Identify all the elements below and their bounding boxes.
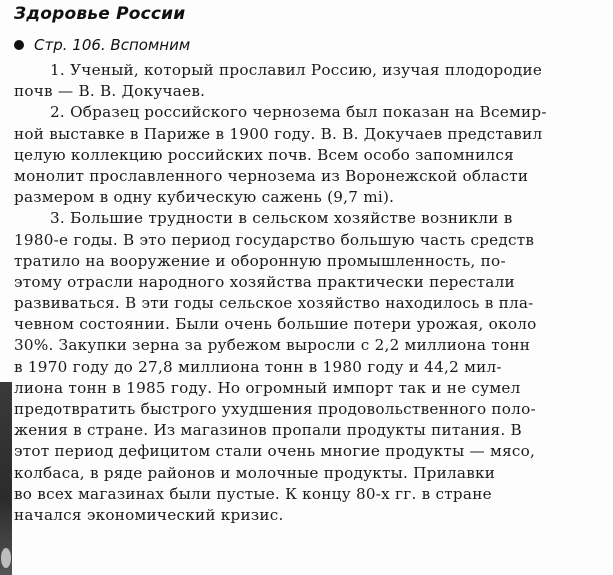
text-line: этому отрасли народного хозяйства практически перестали (14, 272, 515, 291)
page-title: Здоровье России (14, 4, 186, 24)
text-line: монолит прославленного чернозема из Воронежской области (14, 166, 529, 185)
body-text (14, 60, 602, 526)
text-line: целую коллекцию российских почв. Всем особо запомнился (14, 145, 514, 164)
text-line: в 1970 году до 27,8 миллиона тонн в 1980 году и 44,2 мил- (14, 357, 502, 376)
section-heading (14, 36, 190, 54)
bullet-icon (14, 40, 24, 50)
text-line: колбаса, в ряде районов и молочные продукты. Прилавки (14, 463, 496, 482)
text-line: размером в одну кубическую сажень (9,7 mi). (14, 188, 395, 207)
text-line: жения в стране. Из магазинов пропали продукты питания. В (14, 421, 522, 440)
text-line: 1. Ученый, который прославил Россию, изучая плодородие (50, 61, 543, 79)
text-line: 1980-е годы. В это период государство большую часть средств (14, 230, 535, 249)
text-line: 3. Большие трудности в сельском хозяйстве возникли в (50, 209, 513, 228)
scan-edge-mark (1, 548, 11, 568)
text-line: чевном состоянии. Были очень большие потери урожая, около (14, 315, 537, 334)
text-line: тратило на вооружение и оборонную промышленность, по- (14, 251, 506, 270)
text-line: начался экономический кризис. (14, 505, 284, 524)
text-line: 2. Образец российского чернозема был показан на Всемир- (50, 103, 547, 122)
scan-edge-shadow (0, 382, 12, 575)
text-line: во всех магазинах были пустые. К концу 80-х гг. в стране (14, 484, 492, 503)
text-line: почв — В. В. Докучаев. (14, 82, 206, 101)
text-line: этот период дефицитом стали очень многие продукты — мясо, (14, 442, 536, 461)
text-line: развиваться. В эти годы сельское хозяйство находилось в пла- (14, 294, 534, 313)
section-title: Стр. 106. Вспомним (34, 36, 191, 54)
text-line: 30%. Закупки зерна за рубежом выросли с 2,2 миллиона тонн (14, 336, 531, 355)
text-line: ной выставке в Париже в 1900 году. В. В. Докучаев представил (14, 124, 543, 143)
text-line: лиона тонн в 1985 году. Но огромный импорт так и не сумел (14, 378, 521, 397)
text-line: предотвратить быстрого ухудшения продовольственного поло- (14, 400, 536, 418)
